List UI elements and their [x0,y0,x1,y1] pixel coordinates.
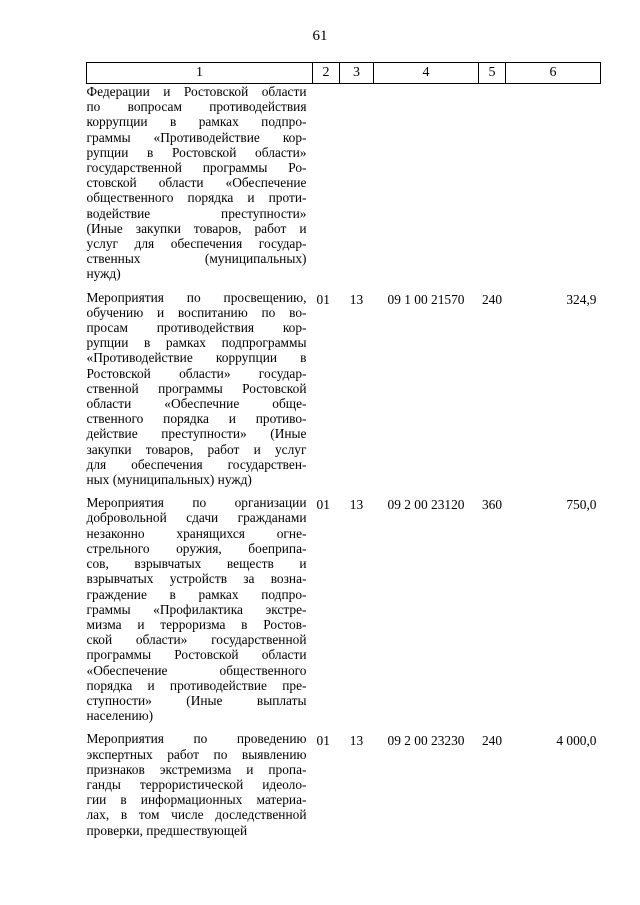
description-line: коррупции в рамках подпро- [86,114,307,130]
description-line: ственных (муниципальных) [86,251,307,267]
description-line: просам противодействия кор- [86,320,307,336]
row-subsection-code [340,84,374,290]
description-line: рупции в рамках подпрограммы [86,335,307,351]
page-number: 61 [312,28,328,44]
description-line: (Иные закупки товаров, работ и [86,220,307,236]
description-line: ственной программы Ростовской [86,380,307,396]
row-expense-type: 360 [481,497,503,513]
description-line: населению) [86,708,154,724]
row-subsection-code: 13 [349,497,364,513]
description-line: Мероприятия по просвещению, [86,289,307,305]
description-line: Мероприятия по организации [86,495,307,511]
row-section-code: 01 [316,291,330,307]
row-amount: 4 000,0 [556,733,597,749]
description-line: водействие преступности» [86,205,307,221]
description-line: экспертных работ по выявлению [86,746,307,762]
row-section-code [313,84,340,290]
table-row [87,290,601,496]
description-line: Мероприятия по проведению [86,731,307,747]
row-description [87,290,313,496]
description-line: граждение в рамках подпро- [86,586,307,602]
description-line: обучению и воспитанию по во- [86,304,307,320]
row-target-article: 09 2 00 23120 [387,497,465,513]
description-line: ганды террористической идеоло- [86,776,307,792]
description-line: гии в информационных материа- [86,792,307,808]
row-target-article: 09 1 00 21570 [387,291,465,307]
row-description [87,84,313,290]
table-row [87,495,601,731]
row-description [87,495,313,731]
budget-table [86,62,601,846]
row-description [87,731,313,845]
description-line: сов, взрывчатых веществ и [86,556,307,572]
description-line: стрельного оружия, боеприпа- [86,540,307,556]
description-line: Ростовской области» государ- [86,365,307,381]
description-line: программы Ростовской области [86,647,307,663]
row-amount: 324,9 [566,291,597,307]
row-amount: 750,0 [566,497,597,513]
description-line: незаконно хранящихся огне- [86,525,307,541]
description-line: признаков экстремизма и пропа- [86,761,307,777]
description-line: лах, в том числе доследственной [86,807,307,823]
description-line: взрывчатых устройств за возна- [86,571,307,587]
row-expense-type [479,84,506,290]
row-target-article: 09 2 00 23230 [387,733,465,749]
table-header-row [87,63,601,84]
row-expense-type: 240 [481,733,503,749]
description-line: закупки товаров, работ и услуг [86,441,307,457]
table-row [87,84,601,290]
row-subsection-code: 13 [349,291,364,307]
description-line: граммы «Профилактика экстре- [86,601,307,617]
description-line: ской области» государственной [86,632,307,648]
row-subsection-code: 13 [349,733,364,749]
header-col-1: 1 [87,63,313,84]
description-line: для обеспечения государствен- [86,456,307,472]
header-col-5: 5 [479,63,506,84]
description-line: проверки, предшествующей [86,822,248,838]
description-line: нужд) [86,266,121,282]
description-line: Федерации и Ростовской области [86,84,307,99]
row-expense-type: 240 [481,291,503,307]
description-line: ственного порядка и противо- [86,411,307,427]
row-section-code: 01 [316,497,330,513]
description-line: мизма и терроризма в Ростов- [86,616,307,632]
description-line: рупции в Ростовской области» [86,144,307,160]
description-line: общественного порядка и проти- [86,190,307,206]
description-line: по вопросам противодействия [86,99,307,115]
description-line: «Противодействие коррупции в [86,350,307,366]
description-line: услуг для обеспечения государ- [86,236,307,252]
description-line: добровольной сдачи гражданами [86,510,307,526]
description-line: действие преступности» (Иные [86,426,307,442]
table-row [87,731,601,845]
header-col-6: 6 [506,63,601,84]
description-line: ступности» (Иные выплаты [86,692,307,708]
description-line: порядка и противодействие пре- [86,677,307,693]
header-col-3: 3 [340,63,374,84]
header-col-2: 2 [313,63,340,84]
header-col-4: 4 [374,63,479,84]
description-line: «Обеспечение общественного [86,662,307,678]
description-line: стовской области «Обеспечение [86,175,307,191]
description-line: граммы «Противодействие кор- [86,129,307,145]
row-target-article [374,84,479,290]
description-line: ных (муниципальных) нужд) [86,472,252,488]
row-section-code: 01 [316,733,330,749]
description-line: государственной программы Ро- [86,160,307,176]
row-amount [506,84,601,290]
description-line: области «Обеспечние обще- [86,396,307,412]
